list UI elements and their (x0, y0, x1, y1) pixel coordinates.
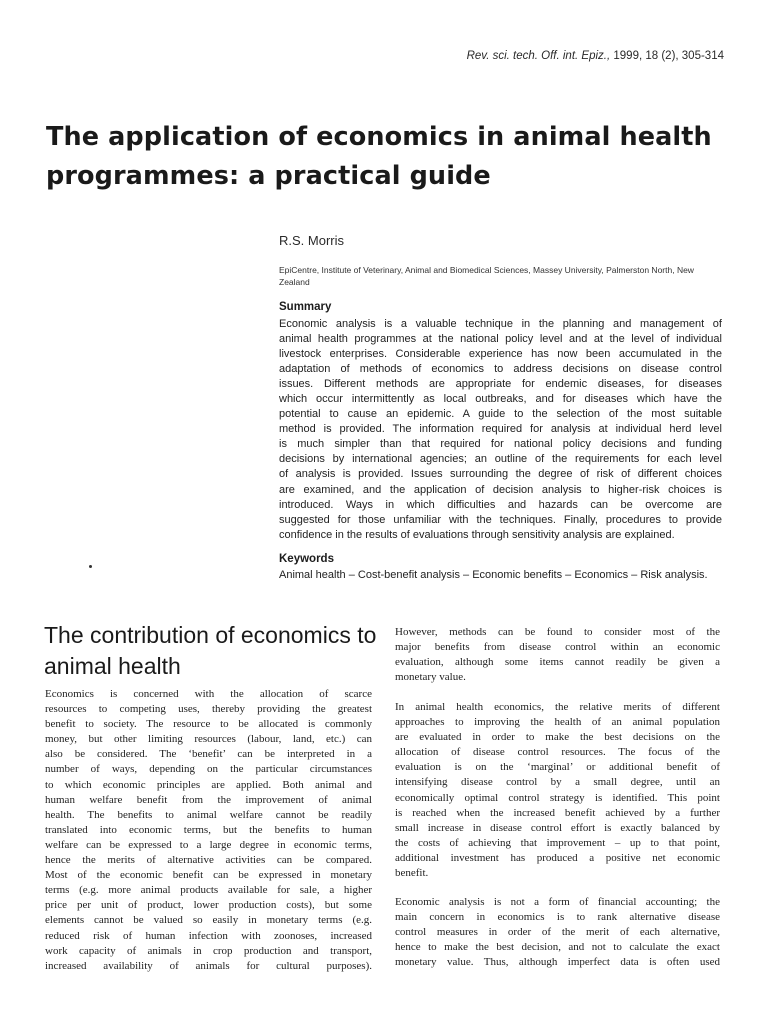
section-heading-line: The contribution of economics to (44, 622, 377, 648)
body-line: also be considered. The ‘benefit’ can be interpreted in a (45, 748, 372, 761)
keywords-heading: Keywords (279, 553, 334, 565)
body-line: number of ways, depending on the particular circumstances (45, 763, 372, 776)
body-line: to which economic principles are applied. Both animal and (45, 778, 372, 791)
body-paragraph (395, 895, 720, 970)
summary-line: is much simpler than that required for national policy decisions and funding (279, 438, 722, 451)
body-line: monetary value. Thus, although imperfect data is often used (395, 956, 720, 969)
body-line: the costs of achieving that improvement – up to that point, (395, 836, 720, 849)
body-line: approaches to improving the health of an animal population (395, 716, 720, 729)
body-line: major benefits from disease control within an economic (395, 641, 720, 654)
keywords-list: Animal health – Cost-benefit analysis – Economic benefits – Economics – Risk analysis. (279, 569, 708, 581)
section-heading-line: animal health (44, 653, 181, 679)
summary-line: animal health programmes at the national policy level and at the level of individual (279, 333, 722, 346)
summary-line: decisions by international agencies; an outline of the requirements for each level (279, 453, 722, 466)
body-line: health. The benefits to animal welfare cannot be readily (45, 808, 372, 821)
body-line: Economic analysis is not a form of financial accounting; the (395, 896, 720, 908)
summary-line: confidence in the results of evaluations through sensitivity analysis are explained. (279, 528, 675, 541)
title-line: The application of economics in animal health (46, 122, 712, 152)
body-line: economically optimal control strategy is identified. This point (395, 791, 720, 804)
author-affiliation: EpiCentre, Institute of Veterinary, Animal and Biomedical Sciences, Massey University, Palmerston North, New Zealand (279, 265, 694, 287)
body-line: elements cannot be valued so easily in monetary terms (e.g. (45, 914, 372, 927)
body-line: terms (e.g. more animal products available for sale, a higher (45, 884, 372, 897)
summary-line: method is provided. The information required for analysis at individual herd level (279, 423, 722, 436)
body-line: are evaluated in order to make the best decisions on the (395, 731, 720, 744)
summary-line: introduced. Ways in which difficulties and hazards can be overcome are (279, 498, 722, 511)
citation-journal: Rev. sci. tech. Off. int. Epiz., (466, 50, 611, 62)
summary-line: adaptation of methods of economics to address decisions on disease control (279, 363, 722, 376)
body-line: Economics is concerned with the allocation of scarce (45, 688, 372, 700)
body-line: In animal health economics, the relative merits of different (395, 701, 720, 713)
citation-volume: 1999, 18 (2), 305-314 (610, 50, 724, 62)
summary-line: Economic analysis is a valuable technique in the planning and management of (279, 318, 722, 330)
body-line: resources to competing uses, thereby providing the greatest (45, 703, 372, 716)
title-line: programmes: a practical guide (46, 161, 491, 191)
summary-line: are examined, and the application of decision analysis to higher-risk choices is (279, 483, 722, 496)
article-title (46, 118, 736, 196)
body-line: However, methods can be found to consider most of the (395, 626, 720, 638)
body-column-right-p2 (395, 700, 720, 881)
body-line: control measures in order of the merit of each alternative, (395, 926, 720, 939)
body-line: is reached when the increased benefit achieved by a further (395, 806, 720, 819)
body-line: intensifying disease control by a small degree, until an (395, 776, 720, 789)
scan-speck (89, 565, 92, 568)
body-line: welfare can be expressed to a large degree in economic terms, (45, 838, 372, 851)
summary-line: suggested for those unfamiliar with the techniques. Finally, procedures to provide (279, 513, 722, 526)
body-line: benefit. (395, 867, 429, 880)
body-line: Most of the economic benefit can be expressed in monetary (45, 869, 372, 882)
body-line: price per unit of product, lower production costs), but some (45, 899, 372, 912)
summary-line: which occur intermittently as local outbreaks, and for diseases which have the (279, 393, 722, 406)
body-line: evaluation is on the ‘marginal’ or additional benefit of (395, 761, 720, 774)
section-heading (44, 620, 384, 682)
body-line: benefit to society. The resource to be allocated is commonly (45, 718, 372, 731)
body-column-right-p3 (395, 895, 720, 970)
author-name: R.S. Morris (279, 233, 344, 248)
body-line: monetary value. (395, 671, 466, 684)
summary-line: livestock enterprises. Considerable experience has now been accumulated in the (279, 348, 722, 361)
body-line: human welfare benefit from the improvement of animal (45, 793, 372, 806)
body-line: evaluation, although some items cannot readily be given a (395, 656, 720, 669)
body-paragraph (45, 687, 372, 974)
body-column-right-p1 (395, 625, 720, 685)
body-line: money, but other limiting resources (labour, land, etc.) can (45, 733, 372, 746)
body-column-left (45, 687, 372, 974)
body-line: hence to make the best decision, and not to calculate the exact (395, 941, 720, 954)
body-line: additional investment has produced a positive net economic (395, 851, 720, 864)
body-line: hence the merits of alternative activities can be compared. (45, 854, 372, 867)
summary-heading: Summary (279, 301, 332, 313)
journal-citation (467, 50, 724, 62)
summary-paragraph (279, 317, 722, 543)
body-line: small increase in disease control effort is exactly balanced by (395, 821, 720, 834)
body-line: allocation of disease control resources. The focus of the (395, 746, 720, 759)
body-line: increased availability of animals for cultural purposes). (45, 959, 372, 972)
body-line: main concern in economics is to rank alternative disease (395, 911, 720, 924)
summary-line: of analysis is provided. Issues surrounding the degree of risk of different choices (279, 468, 722, 481)
body-line: translated into economic terms, but the benefits to human (45, 823, 372, 836)
body-paragraph (395, 700, 720, 881)
body-line: work capacity of animals in crop production and transport, (45, 944, 372, 957)
body-line: reduced risk of human infection with zoonoses, increased (45, 929, 372, 942)
summary-line: potential to cause an epidemic. A guide to the selection of the most suitable (279, 408, 722, 421)
summary-line: issues. Different methods are appropriate for endemic diseases, for diseases (279, 378, 722, 391)
body-paragraph (395, 625, 720, 685)
